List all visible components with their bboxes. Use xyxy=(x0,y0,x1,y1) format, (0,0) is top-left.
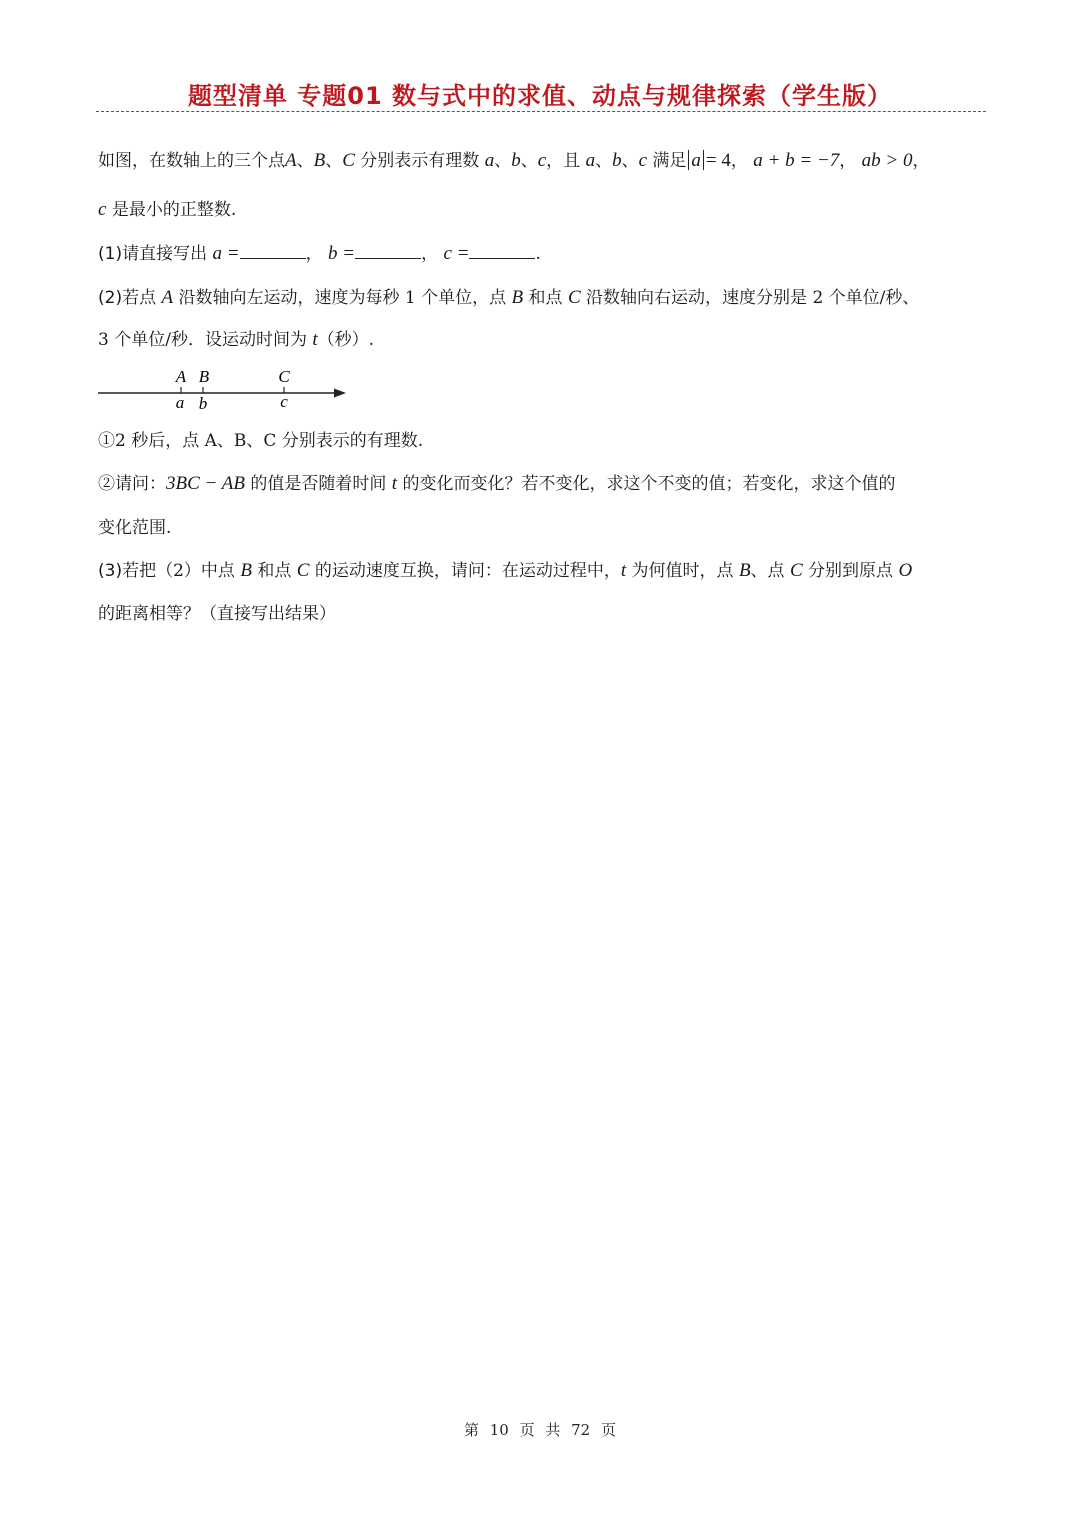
question-number: (2) xyxy=(98,288,123,308)
intro-text: 满足 xyxy=(647,151,687,171)
question-text: 2 秒后，点 A、B、C 分别表示的有理数. xyxy=(115,431,424,451)
number-line-figure xyxy=(90,360,360,416)
abs-equation: = 4 xyxy=(705,150,731,171)
var-a: a xyxy=(585,150,596,171)
question-text: 沿数轴向左运动，速度为每秒 1 个单位，点 xyxy=(173,288,512,308)
intro-text: 是最小的正整数. xyxy=(106,200,237,220)
question-text: 请直接写出 xyxy=(122,244,213,264)
arrow-head-icon xyxy=(334,389,346,398)
answer-blank-c[interactable] xyxy=(469,244,535,259)
value-b-label: b xyxy=(198,394,208,413)
separator: ， xyxy=(730,151,748,171)
question-text: 为何值时，点 xyxy=(626,561,739,581)
question-text: 若把（2）中点 xyxy=(122,561,241,581)
question-text: 的值是否随着时间 xyxy=(244,474,392,494)
abs-bar-left xyxy=(688,150,689,170)
question-text: 的变化而变化？若不变化，求这个不变的值；若变化，求这个值的 xyxy=(397,474,896,494)
var-c: c xyxy=(638,150,647,171)
intro-line-2 xyxy=(98,200,236,220)
question-2-part-1 xyxy=(98,431,423,451)
question-text: 的距离相等？（直接写出结果） xyxy=(98,604,336,624)
var-c: c xyxy=(537,150,547,171)
value-c-label: c xyxy=(280,392,288,411)
intro-line-1 xyxy=(98,150,929,171)
separator: 、 xyxy=(595,151,613,171)
condition-product: ab > 0 xyxy=(861,150,913,171)
point-c-label: C xyxy=(278,367,290,386)
point-b-label: B xyxy=(198,367,210,386)
question-text: 和点 xyxy=(251,561,297,581)
question-text: 3 个单位/秒．设运动时间为 xyxy=(98,330,313,350)
origin-label: O xyxy=(898,560,913,581)
question-2-part-2-line-2 xyxy=(98,518,171,538)
separator: ， xyxy=(912,151,930,171)
question-text: 的运动速度互换，请问：在运动过程中， xyxy=(309,561,621,581)
subquestion-marker: ① xyxy=(98,431,115,451)
separator: ， xyxy=(421,244,439,264)
separator: ， xyxy=(305,244,323,264)
page-footer: 第 10 页 共 72 页 xyxy=(463,1421,616,1439)
header-divider xyxy=(96,111,986,112)
answer-label-a: a = xyxy=(212,243,240,264)
question-text: 请问： xyxy=(115,474,166,494)
question-1 xyxy=(98,244,541,264)
question-3-line-2 xyxy=(98,604,336,624)
point-c-label: C xyxy=(789,560,803,581)
var-c: c xyxy=(98,199,107,220)
value-a-label: a xyxy=(175,393,185,412)
point-b-label: B xyxy=(313,150,326,171)
question-text: 和点 xyxy=(523,288,568,308)
period: . xyxy=(535,244,541,264)
question-text: （秒）. xyxy=(317,330,375,350)
point-c-label: C xyxy=(342,150,355,171)
separator: 、 xyxy=(494,151,512,171)
separator: ， xyxy=(839,151,857,171)
question-text: 、点 xyxy=(750,561,790,581)
intro-text: 如图，在数轴上的三个点 xyxy=(98,151,285,171)
abs-bar-right xyxy=(703,150,704,170)
var-b: b xyxy=(612,150,622,171)
var-t: t xyxy=(620,560,627,581)
point-c-label: C xyxy=(567,287,581,308)
question-number: (3) xyxy=(98,561,123,581)
intro-text: ，且 xyxy=(546,151,586,171)
answer-label-c: c = xyxy=(443,243,470,264)
expression: 3BC − AB xyxy=(166,473,245,494)
separator: 、 xyxy=(621,151,639,171)
subquestion-marker: ② xyxy=(98,474,115,494)
question-number: (1) xyxy=(98,244,123,264)
separator: 、 xyxy=(520,151,538,171)
point-a-label: A xyxy=(285,150,297,171)
answer-label-b: b = xyxy=(327,243,356,264)
question-3-line-1 xyxy=(98,561,912,581)
var-b: b xyxy=(511,150,521,171)
point-b-label: B xyxy=(738,560,751,581)
question-2-part-2-line-1 xyxy=(98,474,895,494)
separator: 、 xyxy=(325,151,343,171)
point-a-label: A xyxy=(161,287,174,308)
var-t: t xyxy=(391,473,398,494)
separator: 、 xyxy=(296,151,314,171)
condition-sum: a + b = −7 xyxy=(753,150,840,171)
question-text: 若点 xyxy=(122,288,162,308)
point-a-label: A xyxy=(175,367,187,386)
question-2-line-2 xyxy=(98,330,374,350)
point-b-label: B xyxy=(511,287,524,308)
answer-blank-a[interactable] xyxy=(240,244,306,259)
abs-variable: a xyxy=(691,150,701,171)
answer-blank-b[interactable] xyxy=(355,244,421,259)
point-b-label: B xyxy=(240,560,252,581)
question-text: 沿数轴向右运动，速度分别是 2 个单位/秒、 xyxy=(580,288,920,308)
question-text: 分别到原点 xyxy=(802,561,899,581)
question-text: 变化范围. xyxy=(98,518,172,538)
var-t: t xyxy=(312,329,318,350)
intro-text: 分别表示有理数 xyxy=(354,151,485,171)
var-a: a xyxy=(484,150,495,171)
point-c-label: C xyxy=(296,560,310,581)
document-title: 题型清单 专题01 数与式中的求值、动点与规律探索（学生版） xyxy=(187,82,893,110)
question-2-line-1 xyxy=(98,288,919,308)
